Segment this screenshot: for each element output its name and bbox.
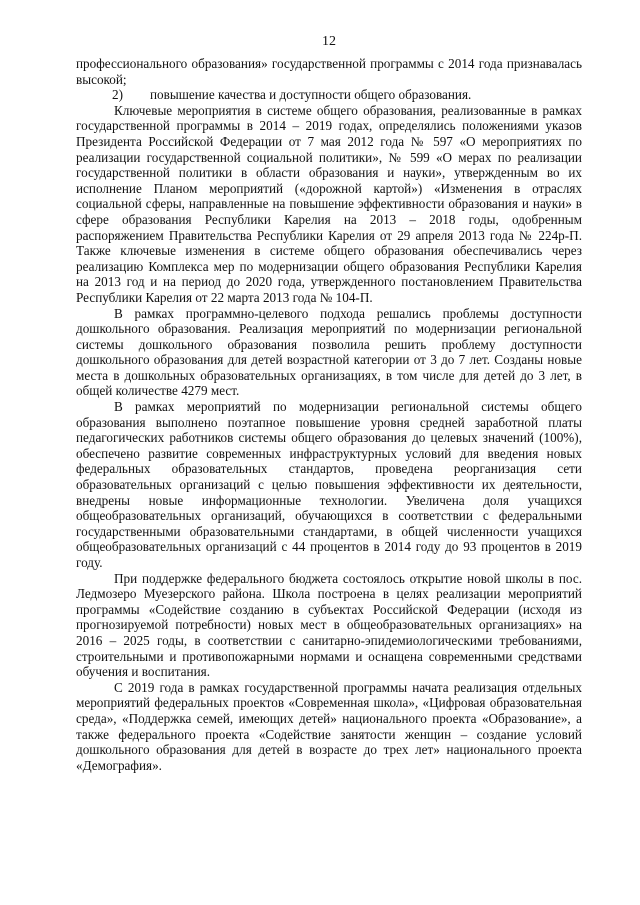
paragraph-modernization: В рамках мероприятий по модернизации региональной системы общего образования выполнено поэтапное повышение уровня средней заработной платы педагогических работников системы общего образования до целевых значений (100%), обеспечено развитие современных инфраструктурных условий для введения новых федеральных образовательных стандартов, проведена реорганизация сети образовательных организаций с целью повышения эффективности их деятельности, внедрены новые информационные технологии. Увеличена доля учащихся общеобразовательных организаций, обучающихся в соответствии с федеральными государственными образовательными стандартами, в общей численности учащихся общеобразовательных организаций с 44 процентов в 2014 году до 93 процентов в 2019 году. (76, 399, 582, 570)
paragraph-preschool: В рамках программно-целевого подхода решались проблемы доступности дошкольного образования. Реализация мероприятий по модернизации региональной системы дошкольного образования позволила решить проблему доступности дошкольного образования для детей возрастной категории от 3 до 7 лет. Созданы новые места в дошкольных образовательных организациях, в том числе для детей до 3 лет, в общей количестве 4279 мест. (76, 305, 582, 399)
list-item-text: повышение качества и доступности общего образования. (150, 87, 472, 103)
page-number: 12 (322, 34, 336, 49)
paragraph-new-school: При поддержке федерального бюджета состоялось открытие новой школы в пос. Ледмозеро Муезерского района. Школа построена в целях реализации мероприятий программы «Содействие созданию в субъектах Российской Федерации (исходя из прогнозируемой потребности) новых мест в общеобразовательных организациях» на 2016 – 2025 годы, в соответствии с санитарно-эпидемиологическими требованиями, строительными и противопожарными нормами и оснащена современными средствами обучения и воспитания. (76, 570, 582, 680)
paragraph-key-measures: Ключевые мероприятия в системе общего образования, реализованные в рамках государственной программы в 2014 – 2019 годах, определялись положениями указов Президента Российской Федерации от 7 мая 2012 года № 597 «О мероприятиях по реализации государственной социальной политики», № 599 «О мерах по реализации государственной политики в области образования и науки», утвержденным во их исполнение Планом мероприятий («дорожной картой») «Изменения в отраслях социальной сферы, направленные на повышение эффективности образования и науки» в сфере образования Республики Карелия на 2013 – 2018 годы, одобренным распоряжением Правительства Республики Карелия от 29 апреля 2013 года № 224р-П. Также ключевые изменения в системе общего образования обеспечивались через реализацию Комплекса мер по модернизации общего образования Республики Карелия на 2013 год и на период до 2020 года, утвержденного постановлением Правительства Республики Карелия от 22 марта 2013 года № 104-П. (76, 102, 582, 305)
list-item-number: 2) (112, 87, 123, 103)
list-item-2 (76, 87, 582, 103)
paragraph-national-projects: С 2019 года в рамках государственной программы начата реализация отдельных мероприятий федеральных проектов «Современная школа», «Цифровая образовательная среда», «Поддержка семей, имеющих детей» национального проекта «Образование», а также федерального проекта «Содействие занятости женщин – создание условий дошкольного образования для детей в возрасте до трех лет» национального проекта «Демография». (76, 679, 582, 773)
paragraph-continuation: профессионального образования» государственной программы с 2014 года признавалась высокой; (76, 56, 582, 87)
